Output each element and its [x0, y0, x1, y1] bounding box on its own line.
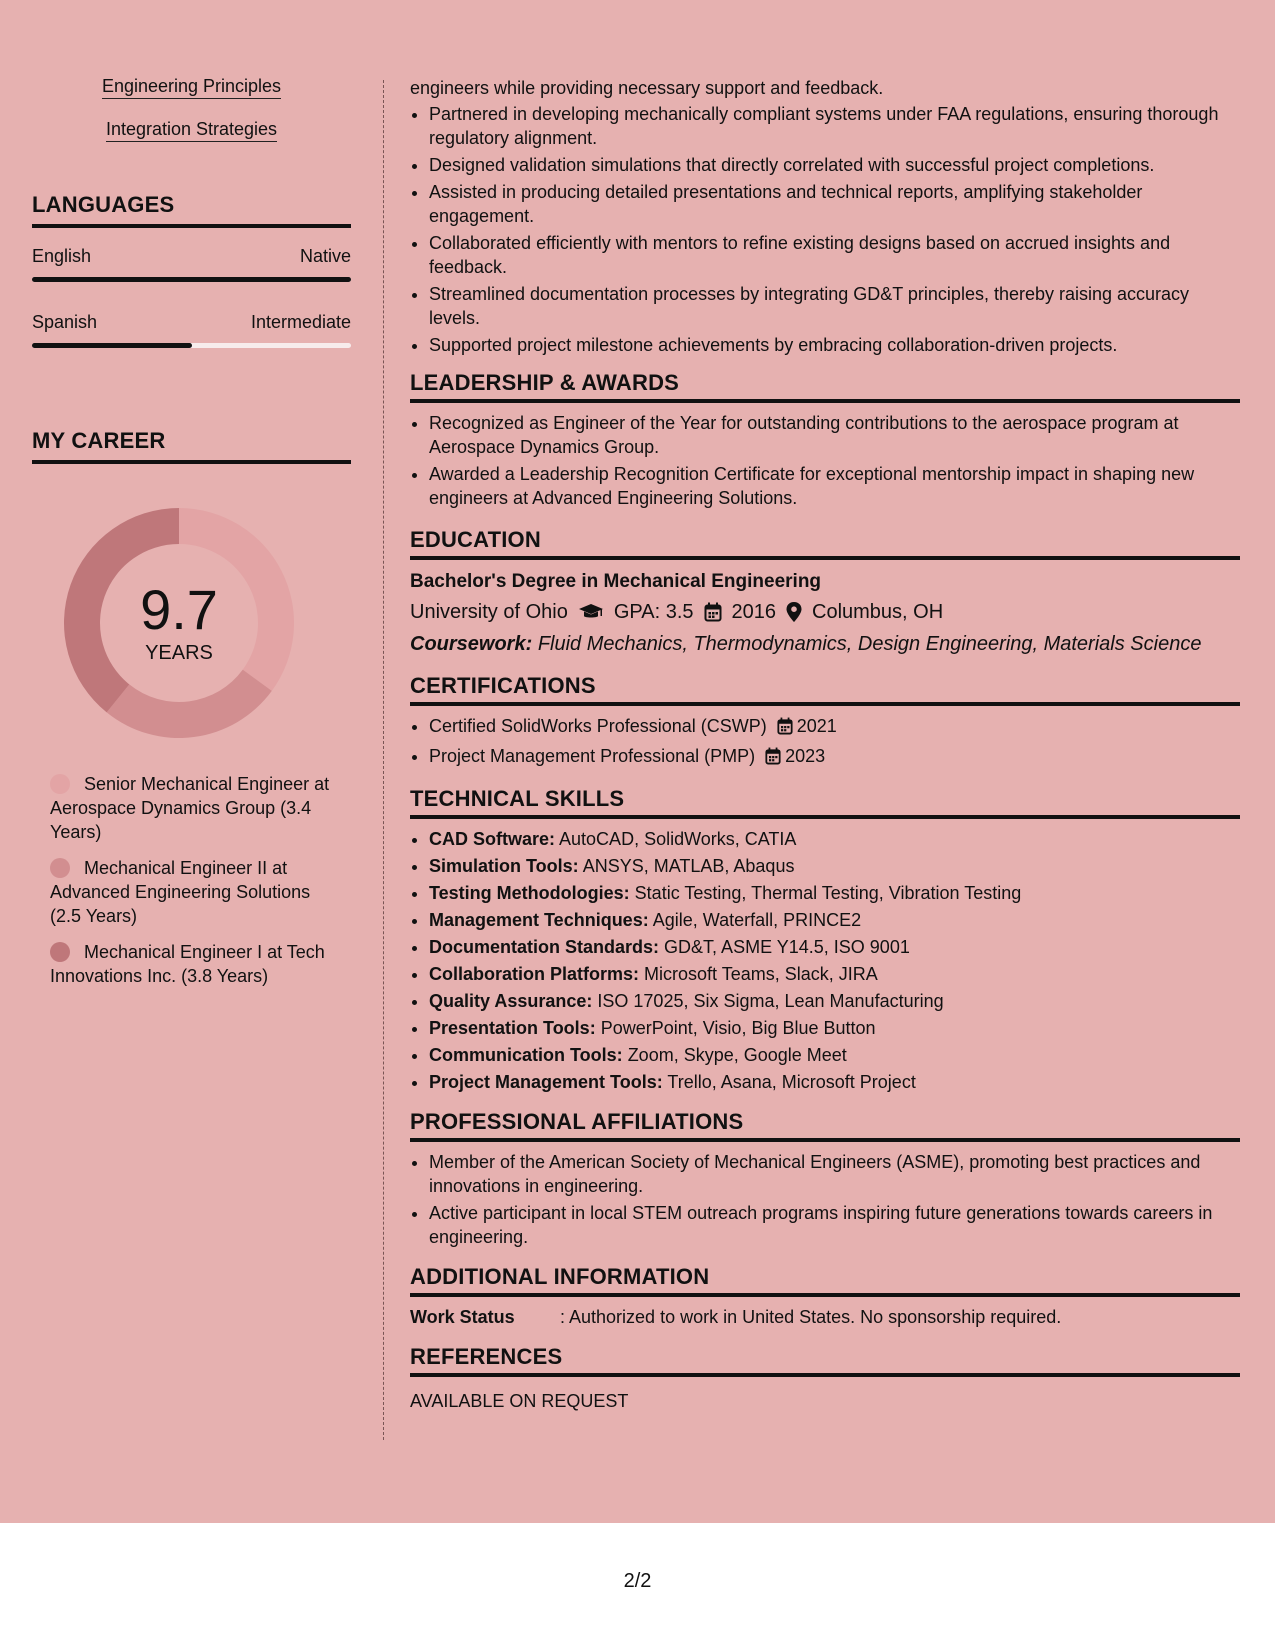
work-status-label: Work Status	[410, 1307, 515, 1327]
calendar-icon	[704, 602, 722, 622]
career-item: Mechanical Engineer II at Advanced Engineering Solutions (2.5 Years)	[50, 858, 311, 926]
work-status-row	[410, 1305, 1240, 1329]
legend-dot	[50, 774, 70, 794]
coursework	[410, 632, 1240, 656]
degree-title: Bachelor's Degree in Mechanical Engineering	[410, 571, 822, 592]
sidebar	[32, 76, 351, 1000]
additional-info-heading: ADDITIONAL INFORMATION	[410, 1265, 1240, 1297]
legend-dot	[50, 942, 70, 962]
list-item: • Project Management Tools: Trello, Asana, Microsoft Project	[429, 1070, 1240, 1094]
career-heading: MY CAREER	[32, 428, 351, 464]
references-heading: REFERENCES	[410, 1345, 1240, 1377]
language-english	[32, 246, 351, 282]
list-item: • Presentation Tools: PowerPoint, Visio, Big Blue Button	[429, 1016, 1240, 1040]
language-proficiency-bar	[32, 277, 351, 282]
school-location: Columbus, OH	[812, 601, 944, 623]
list-item: • Collaborated efficiently with mentors to refine existing designs based on accrued insights and feedback.	[429, 231, 1240, 279]
certification-year: 2023	[785, 746, 826, 766]
list-item: • Active participant in local STEM outreach programs inspiring future generations towards careers in engineering.	[429, 1201, 1240, 1249]
graduation-cap-icon	[578, 602, 604, 622]
leadership-heading: LEADERSHIP & AWARDS	[410, 371, 1240, 403]
list-item: • Communication Tools: Zoom, Skype, Google Meet	[429, 1043, 1240, 1067]
calendar-icon	[777, 717, 793, 741]
list-item: • Management Techniques: Agile, Waterfall, PRINCE2	[429, 908, 1240, 932]
calendar-icon	[765, 747, 781, 771]
experience-continuation: engineers while providing necessary support and feedback.	[410, 78, 884, 98]
column-divider	[383, 80, 384, 1440]
references-text: AVAILABLE ON REQUEST	[410, 1391, 629, 1411]
list-item: • Simulation Tools: ANSYS, MATLAB, Abaqus	[429, 854, 1240, 878]
list-item: • Recognized as Engineer of the Year for outstanding contributions to the aerospace program at Aerospace Dynamics Group.	[429, 411, 1240, 459]
list-item: • Quality Assurance: ISO 17025, Six Sigma, Lean Manufacturing	[429, 989, 1240, 1013]
gpa: GPA: 3.5	[613, 601, 694, 623]
education-details	[410, 600, 1240, 624]
affiliations-list	[410, 1150, 1240, 1249]
language-level: Intermediate	[250, 312, 351, 332]
language-name: English	[32, 246, 92, 266]
leadership-list	[410, 411, 1240, 510]
main-column	[410, 76, 1240, 1413]
skill-link-integration-strategies[interactable]: Integration Strategies	[32, 119, 351, 142]
list-item: • Member of the American Society of Mechanical Engineers (ASME), promoting best practices and innovations in engineering.	[429, 1150, 1240, 1198]
certifications-heading: CERTIFICATIONS	[410, 674, 1240, 706]
list-item: • Testing Methodologies: Static Testing, Thermal Testing, Vibration Testing	[429, 881, 1240, 905]
list-item: • Collaboration Platforms: Microsoft Teams, Slack, JIRA	[429, 962, 1240, 986]
list-item: • Streamlined documentation processes by integrating GD&T principles, thereby raising accuracy levels.	[429, 282, 1240, 330]
proficiency-fill	[32, 343, 192, 348]
certification-name: Certified SolidWorks Professional (CSWP)	[429, 716, 767, 736]
coursework-list: Fluid Mechanics, Thermodynamics, Design Engineering, Materials Science	[537, 633, 1202, 655]
list-item: • CAD Software: AutoCAD, SolidWorks, CATIA	[429, 827, 1240, 851]
education-heading: EDUCATION	[410, 528, 1240, 560]
language-proficiency-bar	[32, 343, 351, 348]
list-item	[429, 744, 1240, 771]
coursework-label: Coursework:	[410, 633, 533, 655]
languages-heading: LANGUAGES	[32, 192, 351, 228]
career-item: Mechanical Engineer I at Tech Innovations Inc. (3.8 Years)	[50, 942, 325, 986]
list-item: • Awarded a Leadership Recognition Certificate for exceptional mentorship impact in shaping new engineers at Advanced Engineering Solutions.	[429, 462, 1240, 510]
career-donut-chart	[64, 508, 294, 738]
list-item: • Supported project milestone achievements by embracing collaboration-driven projects.	[429, 333, 1240, 357]
career-total-years: 9.7	[140, 577, 218, 641]
list-item: • Assisted in producing detailed presentations and technical reports, amplifying stakeholder engagement.	[429, 180, 1240, 228]
language-name: Spanish	[32, 312, 98, 332]
graduation-year: 2016	[731, 601, 777, 623]
career-item: Senior Mechanical Engineer at Aerospace Dynamics Group (3.4 Years)	[50, 774, 330, 842]
career-years-unit: YEARS	[145, 641, 213, 664]
list-item: • Documentation Standards: GD&T, ASME Y14.5, ISO 9001	[429, 935, 1240, 959]
proficiency-fill	[32, 277, 351, 282]
school-name: University of Ohio	[410, 601, 568, 623]
career-legend	[50, 772, 340, 988]
affiliations-heading: PROFESSIONAL AFFILIATIONS	[410, 1110, 1240, 1142]
skill-link-engineering-principles[interactable]: Engineering Principles	[32, 76, 351, 99]
experience-bullets	[410, 102, 1240, 357]
technical-skills-list	[410, 827, 1240, 1094]
donut-center	[64, 508, 294, 738]
language-level: Native	[299, 246, 351, 266]
list-item: • Partnered in developing mechanically compliant systems under FAA regulations, ensuring thorough regulatory alignment.	[429, 102, 1240, 150]
list-item	[429, 714, 1240, 741]
certifications-list	[410, 714, 1240, 771]
language-spanish	[32, 312, 351, 348]
legend-dot	[50, 858, 70, 878]
certification-year: 2021	[796, 716, 837, 736]
technical-skills-heading: TECHNICAL SKILLS	[410, 787, 1240, 819]
certification-name: Project Management Professional (PMP)	[429, 746, 756, 766]
work-status-value: : Authorized to work in United States. No sponsorship required.	[560, 1307, 1062, 1327]
map-pin-icon	[786, 602, 802, 622]
list-item: • Designed validation simulations that directly correlated with successful project completions.	[429, 153, 1240, 177]
page-number: 2/2	[623, 1570, 652, 1592]
